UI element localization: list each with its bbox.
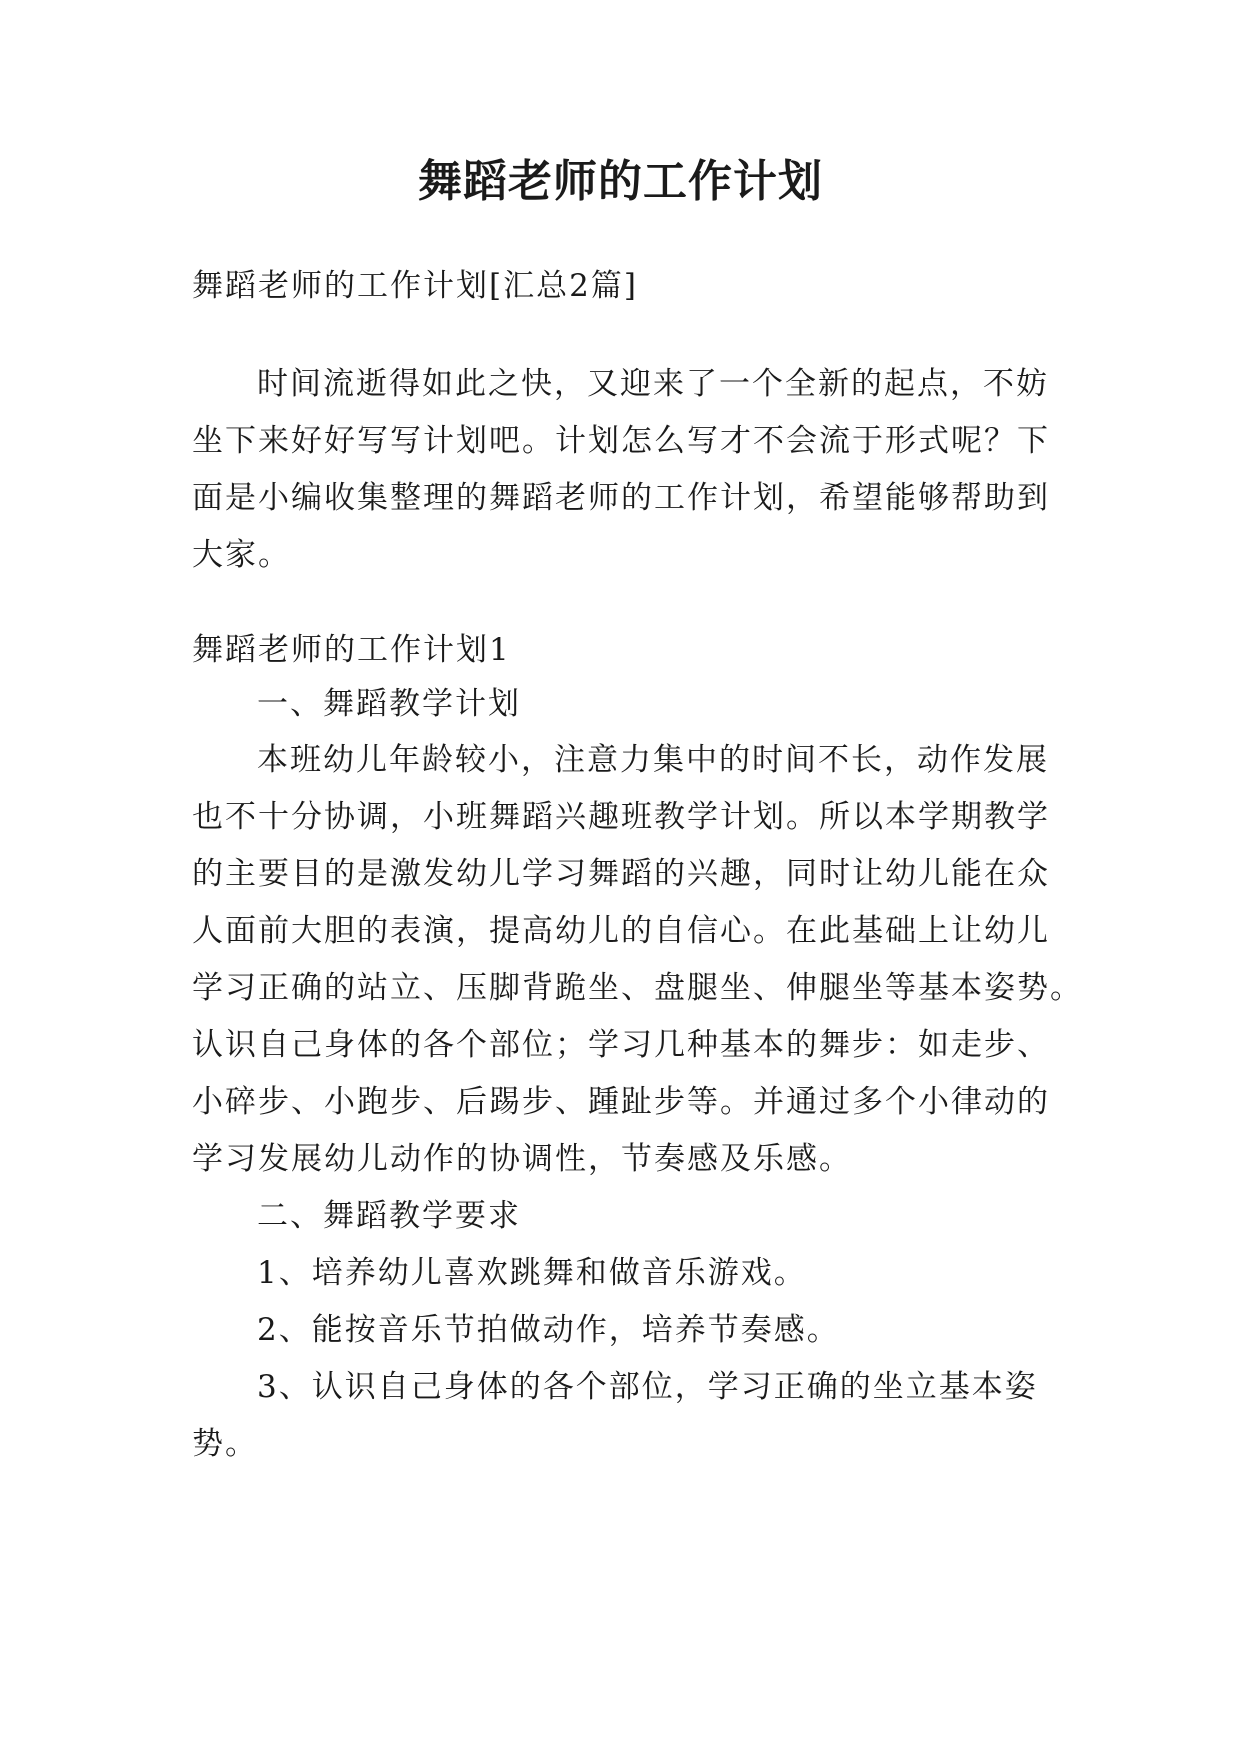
requirement-item: 2、能按音乐节拍做动作，培养节奏感。 xyxy=(257,1312,840,1348)
body-line: 本班幼儿年龄较小，注意力集中的时间不长，动作发展 xyxy=(257,742,1049,778)
body-line: 学习发展幼儿动作的协调性，节奏感及乐感。 xyxy=(192,1141,852,1177)
requirement-item: 3、认识自己身体的各个部位，学习正确的坐立基本姿 xyxy=(257,1369,1038,1405)
body-line: 认识自己身体的各个部位；学习几种基本的舞步：如走步、 xyxy=(192,1027,1050,1063)
part-heading: 二、舞蹈教学要求 xyxy=(257,1198,521,1234)
part-heading: 一、舞蹈教学计划 xyxy=(257,686,521,722)
body-line: 人面前大胆的表演，提高幼儿的自信心。在此基础上让幼儿 xyxy=(192,913,1050,949)
document-subtitle: 舞蹈老师的工作计划[汇总2篇] xyxy=(192,268,638,304)
intro-line: 面是小编收集整理的舞蹈老师的工作计划，希望能够帮助到 xyxy=(192,480,1050,516)
requirement-item: 1、培养幼儿喜欢跳舞和做音乐游戏。 xyxy=(257,1255,807,1291)
intro-line: 时间流逝得如此之快，又迎来了一个全新的起点，不妨 xyxy=(257,366,1049,402)
body-line: 学习正确的站立、压脚背跪坐、盘腿坐、伸腿坐等基本姿势。 xyxy=(192,970,1083,1006)
intro-line: 坐下来好好写写计划吧。计划怎么写才不会流于形式呢？下 xyxy=(192,423,1050,459)
section-heading: 舞蹈老师的工作计划1 xyxy=(192,632,511,668)
intro-line: 大家。 xyxy=(192,537,291,573)
body-line: 也不十分协调，小班舞蹈兴趣班教学计划。所以本学期教学 xyxy=(192,799,1050,835)
body-line: 小碎步、小跑步、后踢步、踵趾步等。并通过多个小律动的 xyxy=(192,1084,1050,1120)
document-title: 舞蹈老师的工作计划 xyxy=(418,156,823,207)
requirement-item: 势。 xyxy=(192,1426,258,1462)
body-line: 的主要目的是激发幼儿学习舞蹈的兴趣，同时让幼儿能在众 xyxy=(192,856,1050,892)
